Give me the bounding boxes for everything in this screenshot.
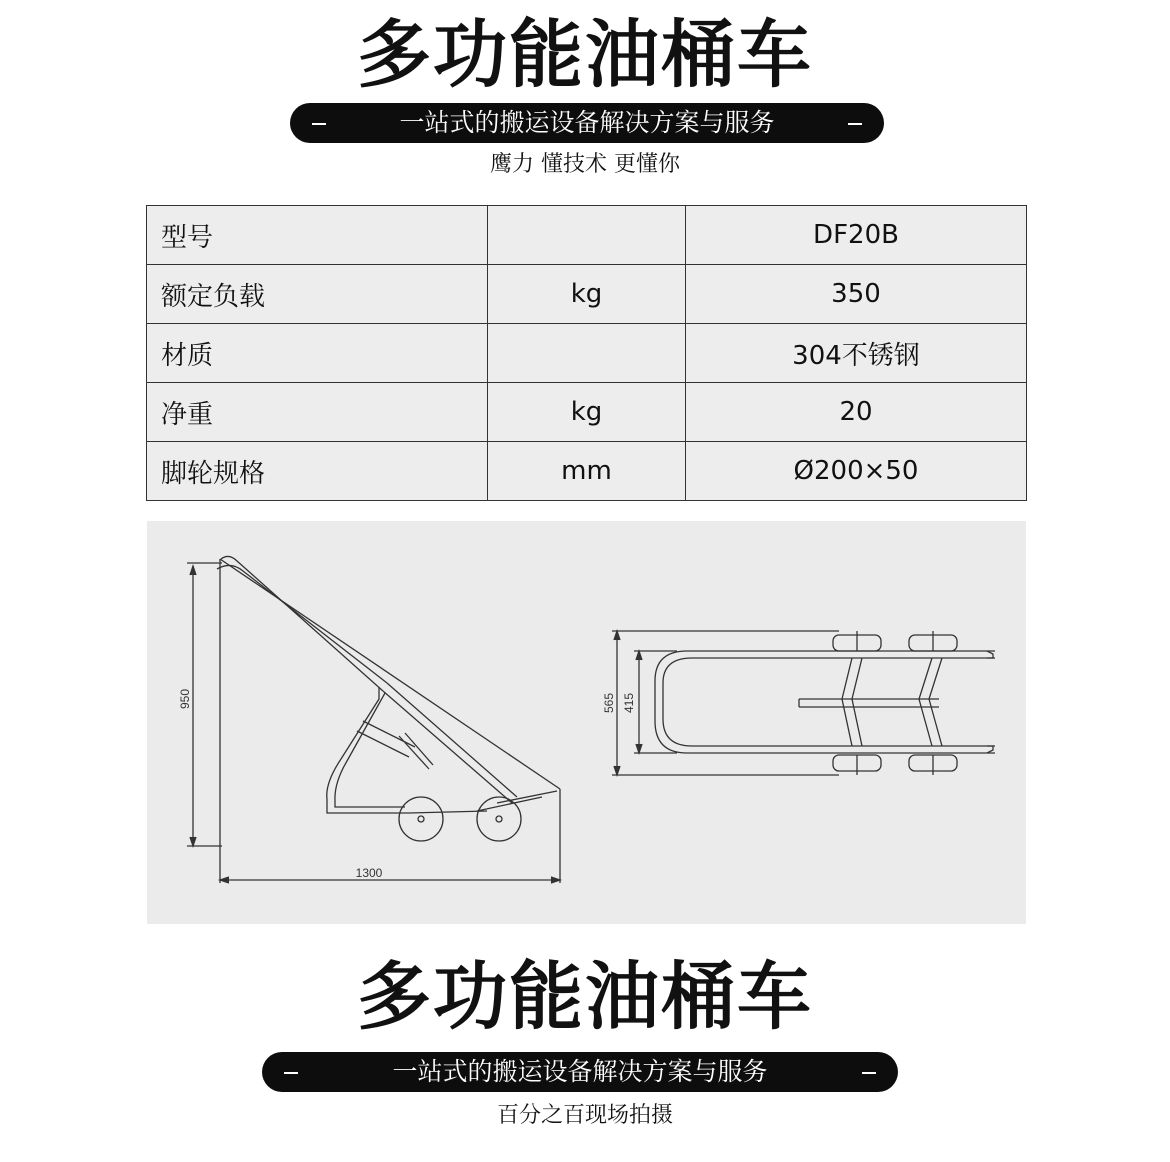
spec-unit: mm — [488, 442, 686, 501]
table-row — [147, 206, 1027, 265]
spec-value: DF20B — [686, 206, 1027, 265]
table-row — [147, 442, 1027, 501]
spec-name: 额定负载 — [147, 265, 488, 324]
side-height-label: 950 — [178, 688, 192, 710]
spec-unit: kg — [488, 383, 686, 442]
footer-title: 多功能油桶车 — [357, 954, 813, 1040]
spec-value: 20 — [686, 383, 1027, 442]
table-row — [147, 324, 1027, 383]
spec-unit — [488, 324, 686, 383]
table-row — [147, 265, 1027, 324]
top-view-drawing — [612, 631, 995, 775]
spec-name: 净重 — [147, 383, 488, 442]
footer-tagline-banner: 一站式的搬运设备解决方案与服务 — [262, 1052, 898, 1092]
top-inner-width-label: 415 — [622, 692, 636, 714]
page-title: 多功能油桶车 — [357, 12, 813, 98]
spec-name: 型号 — [147, 206, 488, 265]
spec-value: Ø200×50 — [686, 442, 1027, 501]
spec-name: 材质 — [147, 324, 488, 383]
spec-unit — [488, 206, 686, 265]
slogan: 鹰力 懂技术 更懂你 — [490, 152, 680, 177]
tagline-banner: 一站式的搬运设备解决方案与服务 — [290, 103, 884, 143]
spec-unit: kg — [488, 265, 686, 324]
spec-value: 304不锈钢 — [686, 324, 1027, 383]
side-view-drawing — [187, 556, 560, 883]
top-outer-width-label: 565 — [602, 692, 616, 714]
side-length-label: 1300 — [355, 866, 383, 880]
spec-value: 350 — [686, 265, 1027, 324]
footer-slogan: 百分之百现场拍摄 — [496, 1103, 673, 1128]
spec-name: 脚轮规格 — [147, 442, 488, 501]
spec-table — [146, 205, 1027, 501]
table-row — [147, 383, 1027, 442]
technical-drawing — [147, 521, 1026, 924]
